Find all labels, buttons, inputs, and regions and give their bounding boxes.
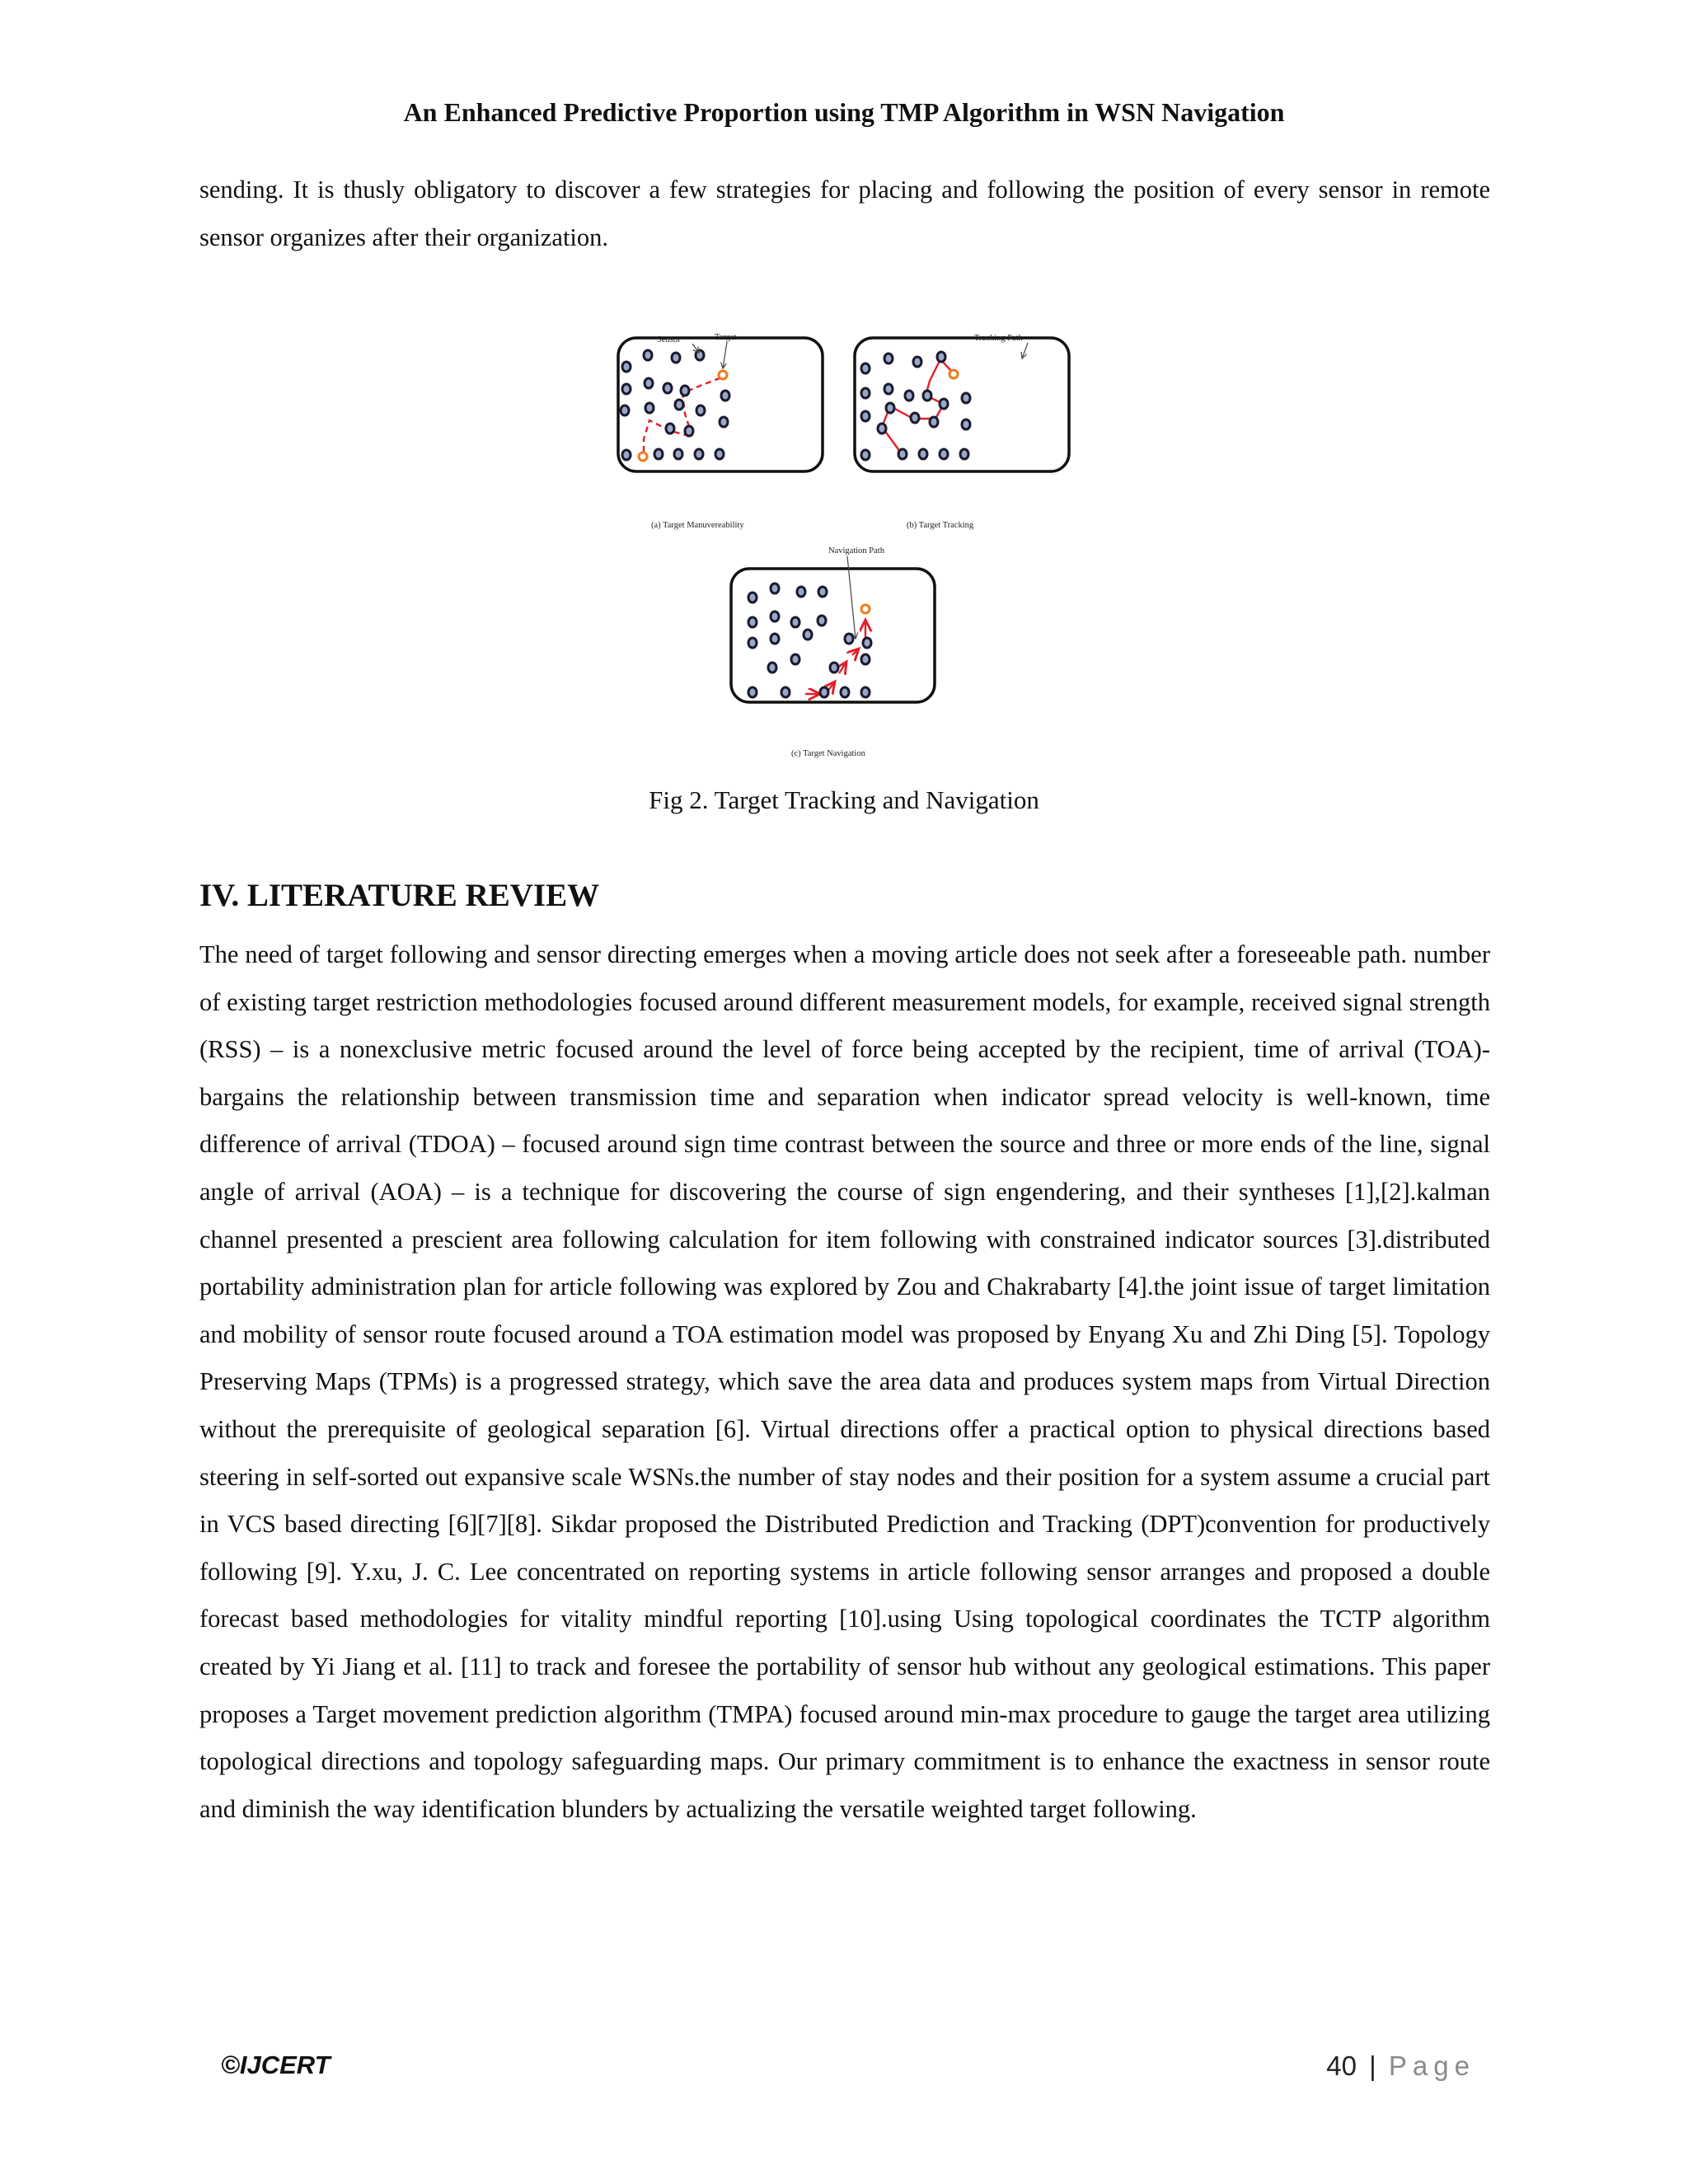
panel-c-targets (861, 605, 870, 613)
panel-b-sensors (861, 352, 970, 460)
panel-c-path (805, 620, 865, 694)
footer-page-number (1326, 2050, 1475, 2082)
section-body: The need of target following and sensor directing emerges when a moving article does not seek after a foreseeable path. number of existing target restriction methodologies focused around different measurement models, for example, received signal strength (RSS) – is a nonexclusive metric focused around the level of force being accepted by the recipient, time of arrival (TOA)-bargains the relationship between transmission time and separation when indicator spread velocity is well-known, time difference of arrival (TDOA) – focused around sign time contrast between the source and three or more ends of the line, signal angle of arrival (AOA) – is a technique for discovering the course of sign engendering, and their syntheses [1],[2].kalman channel presented a prescient area following calculation for item following with constrained indicator sources [3].distributed portability administration plan for article following was explored by Zou and Chakrabarty [4].the joint issue of target limitation and mobility of sensor route focused around a TOA estimation model was proposed by Enyang Xu and Zhi Ding [5]. Topology Preserving Maps (TPMs) is a progressed strategy, which save the area data and produces system maps from Virtual Direction without the prerequisite of geological separation [6]. Virtual directions offer a practical option to physical directions based steering in self-sorted out expansive scale WSNs.the number of stay nodes and their position for a system assume a crucial part in VCS based directing [6][7][8]. Sikdar proposed the Distributed Prediction and Tracking (DPT)convention for productively following [9]. Y.xu, J. C. Lee concentrated on reporting systems in article following sensor arranges and proposed a double forecast based methodologies for vitality mindful reporting [10].using Using topological coordinates the TCTP algorithm created by Yi Jiang et al. [11] to track and foresee the portability of sensor hub without any geological estimations. This paper proposes a Target movement prediction algorithm (TMPA) focused around min-max procedure to gauge the target area utilizing topological directions and topology safeguarding maps. Our primary commitment is to enhance the exactness in sensor route and diminish the way identification blunders by actualizing the versatile weighted target following. (199, 940, 1490, 1823)
page-separator: | (1369, 2050, 1376, 2081)
panel-b (855, 334, 1069, 530)
panel-a-sensors (621, 350, 729, 460)
figure-diagram (577, 293, 1170, 771)
footer-copyright: ©IJCERT (221, 2050, 331, 2079)
running-head: An Enhanced Predictive Proportion using TMP Algorithm in WSN Navigation (403, 97, 1285, 127)
panel-a-label-sensor: Sensor (657, 335, 681, 344)
panel-b-targets (950, 370, 958, 378)
page-word: Page (1388, 2050, 1475, 2081)
section-heading: IV. LITERATURE REVIEW (199, 878, 600, 913)
panel-c-sensors (748, 583, 871, 697)
figure-target-tracking (577, 293, 1170, 771)
panel-b-caption: (b) Target Tracking (907, 521, 974, 530)
panel-a (618, 333, 823, 530)
page-number: 40 (1326, 2050, 1357, 2081)
panel-b-label-path: Tracking Path (974, 334, 1023, 343)
figure-caption: Fig 2. Target Tracking and Navigation (649, 785, 1039, 814)
panel-a-label-target: Target (715, 333, 737, 342)
panel-c-label-path: Navigation Path (828, 546, 884, 555)
panel-c-caption: (c) Target Navigation (791, 749, 865, 758)
panel-c-frame (731, 569, 935, 702)
intro-paragraph: sending. It is thusly obligatory to discover a few strategies for placing and following the position of every sensor in remote sensor organizes after their organization. (199, 176, 1490, 251)
panel-a-caption: (a) Target Manuvereability (651, 521, 744, 530)
panel-c (731, 546, 935, 758)
